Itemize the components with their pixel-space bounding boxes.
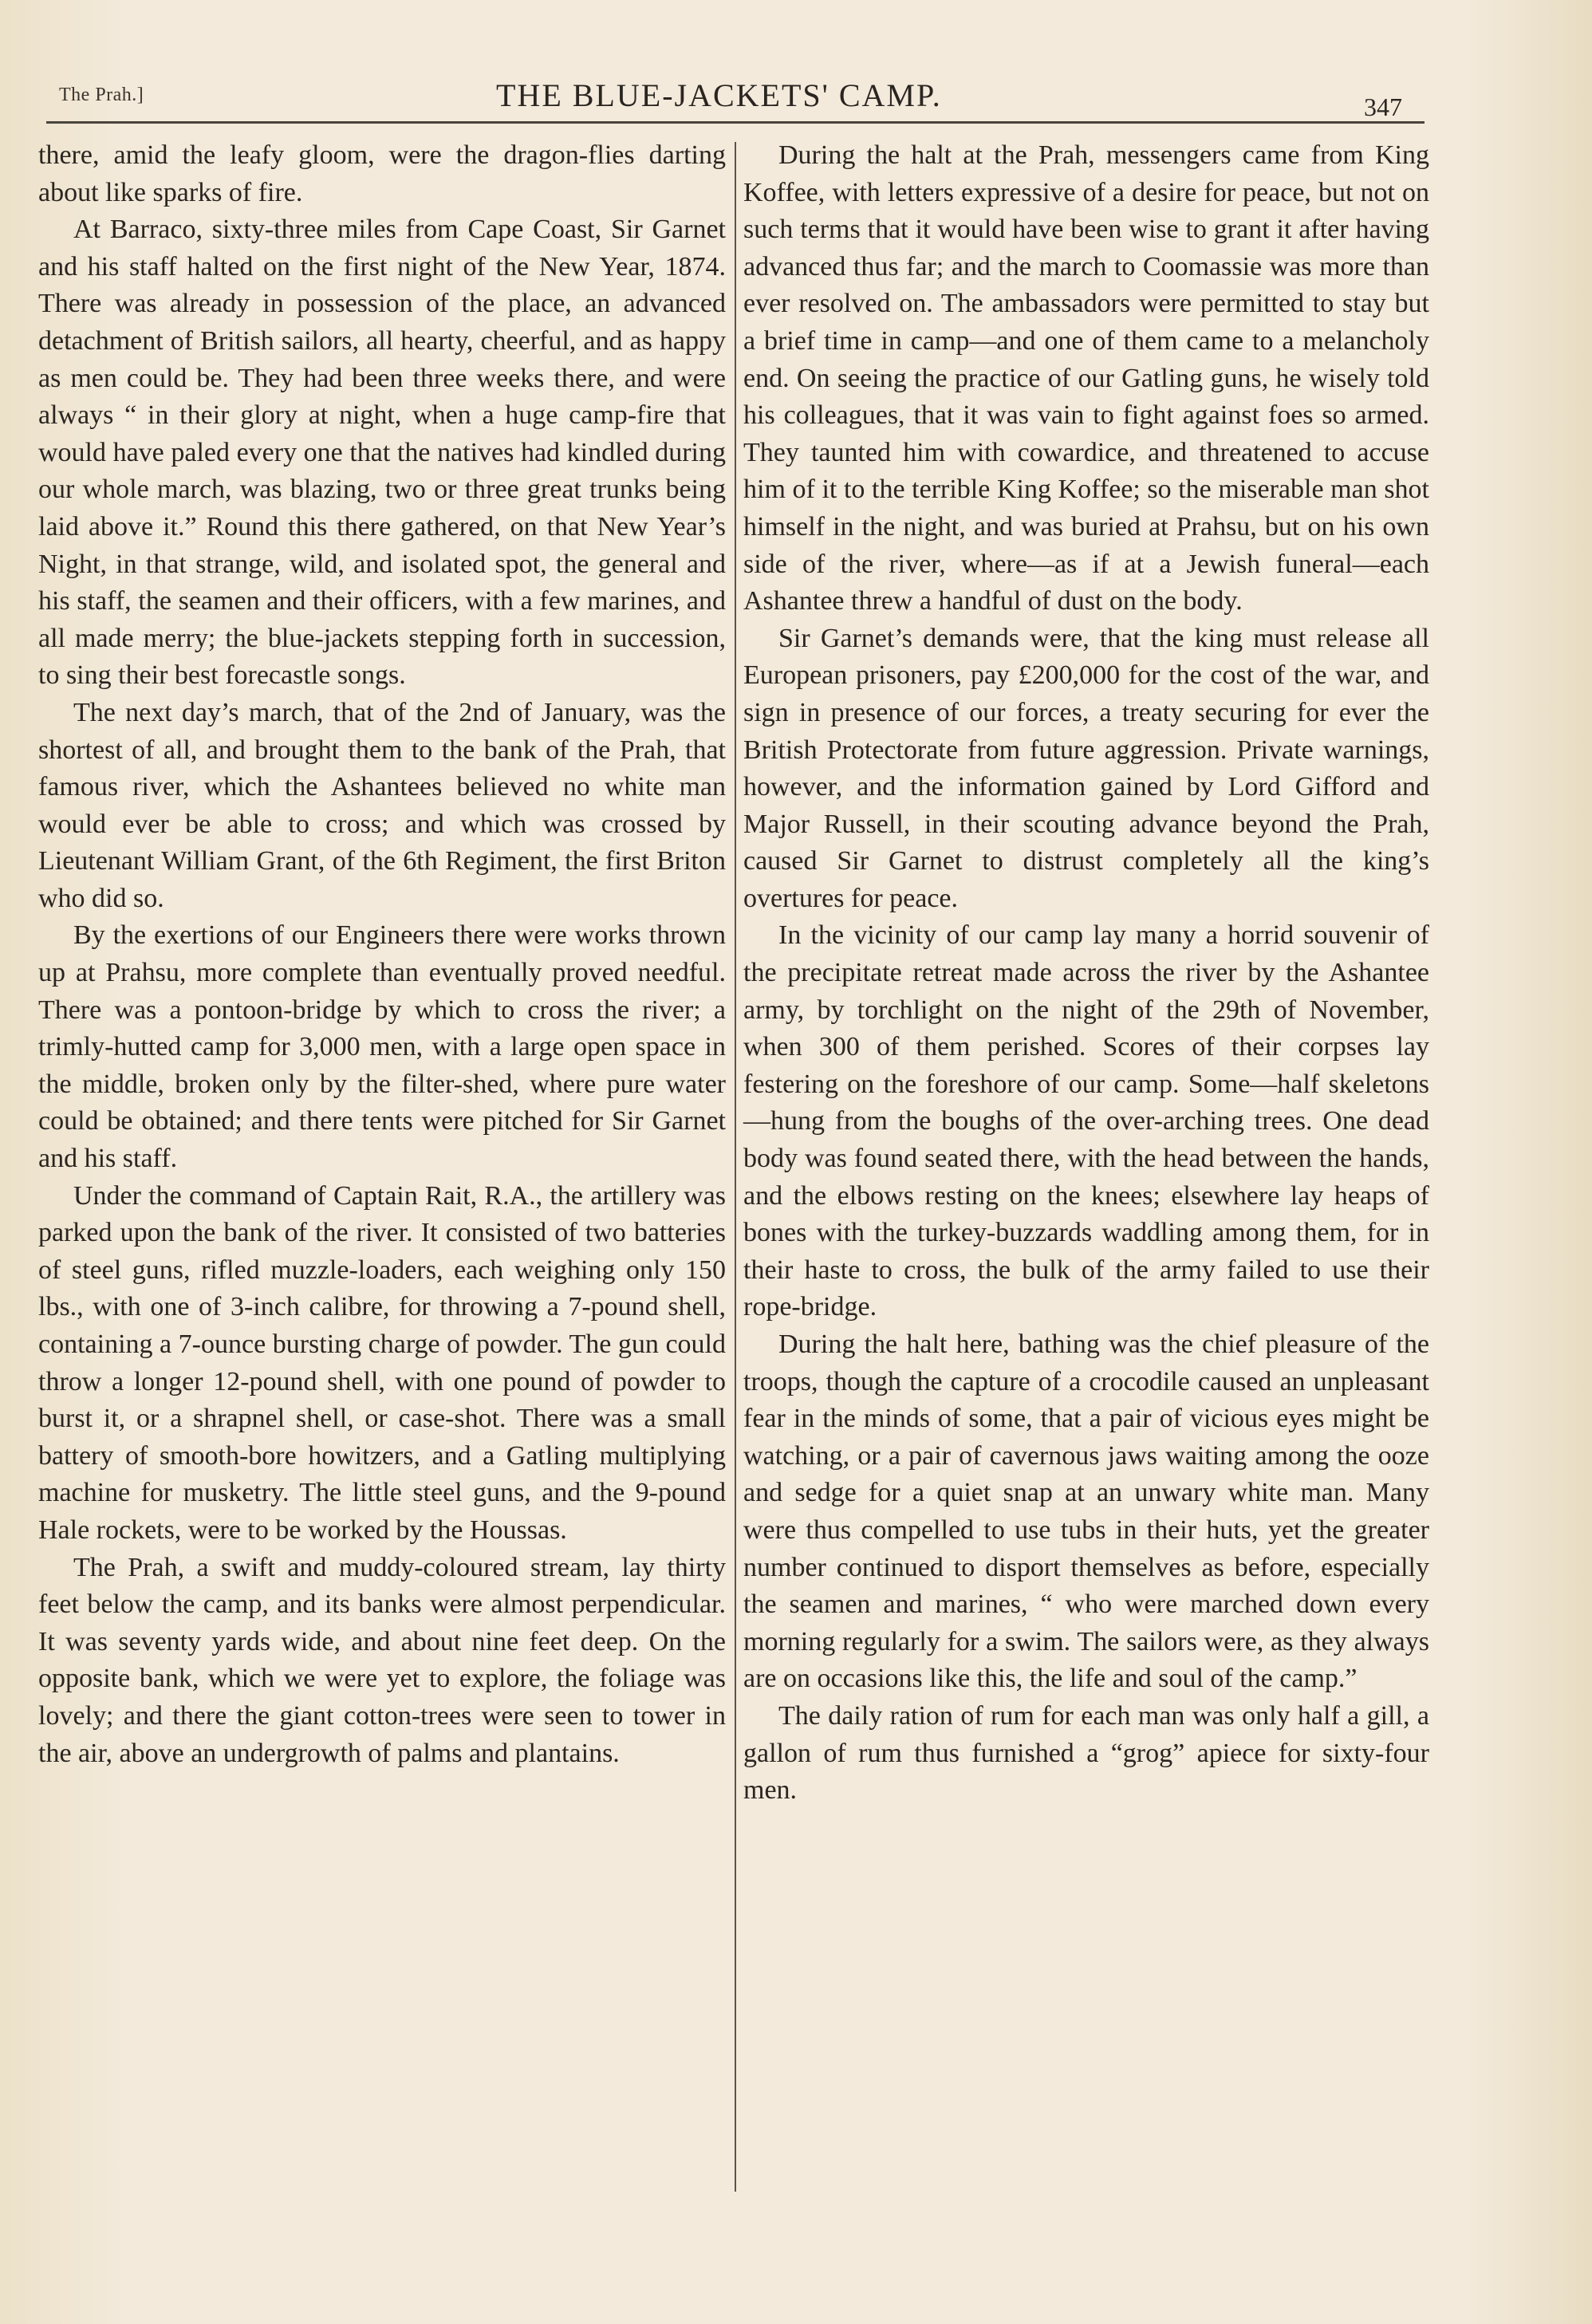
page-number: 347 xyxy=(1364,93,1402,121)
paragraph: there, amid the leafy gloom, were the dragon-flies darting about like sparks of fire. xyxy=(38,140,726,207)
left-column xyxy=(38,137,726,1772)
running-head xyxy=(49,77,1421,124)
paragraph: In the vicinity of our camp lay many a horrid souvenir of the precipitate retreat made across the river by the Ashantee army, by torchlight on the night of the 29th of November, when 300 of them perished. Scores of their corpses lay festering on the foreshore of our camp. Some—half skeletons—hung from the boughs of the over-arching trees. One dead body was found seated there, with the head between the hands, and the elbows resting on the knees; elsewhere lay heaps of bones with the turkey-buzzards waddling among them, for in their haste to cross, the bulk of the army failed to use their rope-bridge. xyxy=(743,920,1429,1322)
column-divider xyxy=(735,142,736,2192)
right-column xyxy=(743,137,1429,1810)
paragraph: At Barraco, sixty-three miles from Cape Coast, Sir Garnet and his staff halted on the first night of the New Year, 1874. There was already in possession of the place, an advanced detachment of British sailors, all hearty, cheerful, and as happy as men could be. They had been three weeks there, and were always “ in their glory at night, when a huge camp-fire that would have paled every one that the natives had kindled during our whole march, was blazing, two or three great trunks being laid above it.” Round this there gathered, on that New Year’s Night, in that strange, wild, and isolated spot, the general and his staff, the seamen and their officers, with a few marines, and all made merry; the blue-jackets stepping forth in succession, to sing their best forecastle songs. xyxy=(38,215,726,691)
paragraph: The next day’s march, that of the 2nd of January, was the shortest of all, and brought them to the bank of the Prah, that famous river, which the Ashantees believed no white man would ever be able to cross; and which was crossed by Lieutenant William Grant, of the 6th Regiment, the first Briton who did so. xyxy=(38,697,726,913)
running-head-title: THE BLUE-JACKETS' CAMP. xyxy=(496,77,942,113)
paragraph: During the halt here, bathing was the chief pleasure of the troops, though the capture of a crocodile caused an unpleasant fear in the minds of some, that a pair of vicious eyes might be watching, or a pair of cavernous jaws waiting among the ooze and sedge for a quiet snap at an unwary white man. Many were thus compelled to use tubs in their huts, yet the greater number continued to disport themselves as before, especially the seamen and marines, “ who were marched down every morning regularly for a swim. The sailors were, as they always are on occasions like this, the life and soul of the camp.” xyxy=(743,1329,1429,1694)
paragraph: During the halt at the Prah, messengers came from King Koffee, with letters expressive of a desire for peace, but not on such terms that it would have been wise to grant it after having advanced thus far; and the march to Coomassie was more than ever resolved on. The ambassadors were permitted to stay but a brief time in camp—and one of them came to a melancholy end. On seeing the practice of our Gatling guns, he wisely told his colleagues, that it was vain to fight against foes so armed. They taunted him with cowardice, and threatened to accuse him of it to the terrible King Koffee; so the miserable man shot himself in the night, and was buried at Prahsu, but on his own side of the river, where—as if at a Jewish funeral—each Ashantee threw a handful of dust on the body. xyxy=(743,140,1429,616)
paragraph: The Prah, a swift and muddy-coloured stream, lay thirty feet below the camp, and its banks were almost perpendicular. It was seventy yards wide, and about nine feet deep. On the opposite bank, which we were yet to explore, the foliage was lovely; and there the giant cotton-trees were seen to tower in the air, above an undergrowth of palms and plantains. xyxy=(38,1552,726,1768)
paragraph: By the exertions of our Engineers there were works thrown up at Prahsu, more complete than eventually proved needful. There was a pontoon-bridge by which to cross the river; a trimly-hutted camp for 3,000 men, with a large open space in the middle, broken only by the filter-shed, where pure water could be obtained; and there tents were pitched for Sir Garnet and his staff. xyxy=(38,920,726,1174)
header-rule xyxy=(46,121,1425,124)
paragraph: Under the command of Captain Rait, R.A., the artillery was parked upon the bank of the river. It consisted of two batteries of steel guns, rifled muzzle-loaders, each weighing only 150 lbs., with one of 3-inch calibre, for throwing a 7-pound shell, containing a 7-ounce bursting charge of powder. The gun could throw a longer 12-pound shell, with one pound of powder to burst it, or a shrapnel shell, or case-shot. There was a small battery of smooth-bore howitzers, and a Gatling multiplying machine for musketry. The little steel guns, and the 9-pound Hale rockets, were to be worked by the Houssas. xyxy=(38,1180,726,1545)
running-head-section: The Prah.] xyxy=(59,85,144,105)
paragraph: Sir Garnet’s demands were, that the king must release all European prisoners, pay £200,000 for the cost of the war, and sign in presence of our forces, a treaty securing for ever the British Protectorate from future aggression. Private warnings, however, and the information gained by Lord Gifford and Major Russell, in their scouting advance beyond the Prah, caused Sir Garnet to distrust completely all the king’s overtures for peace. xyxy=(743,623,1429,913)
paragraph: The daily ration of rum for each man was only half a gill, a gallon of rum thus furnished a “grog” apiece for sixty-four men. xyxy=(743,1700,1429,1806)
